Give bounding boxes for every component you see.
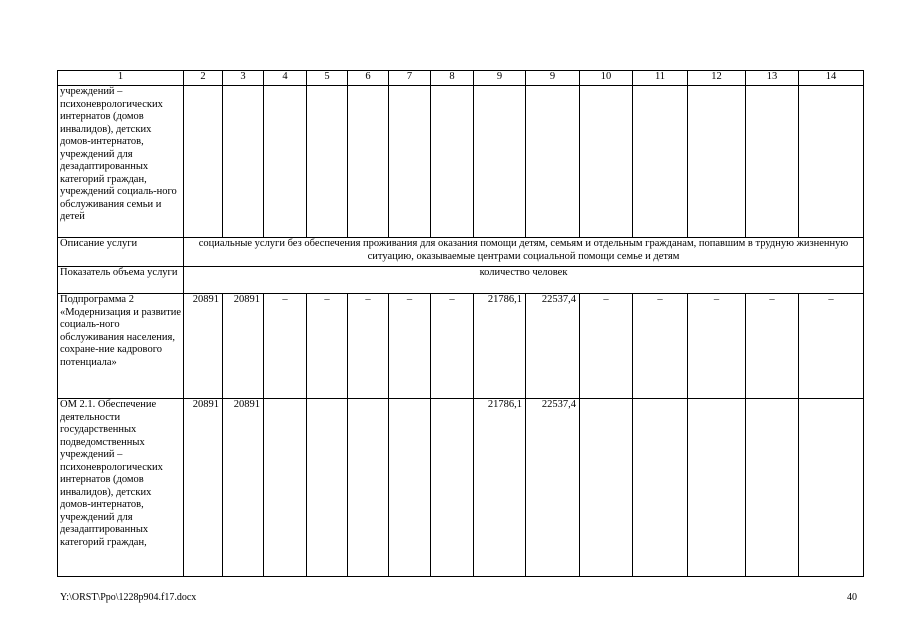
value-cell: – — [688, 294, 746, 399]
header-cell: 4 — [264, 71, 307, 86]
value-cell: – — [799, 294, 864, 399]
value-cell: 20891 — [223, 399, 264, 577]
volume-label: Показатель объема услуги — [58, 267, 184, 294]
page-number: 40 — [847, 592, 857, 603]
value-cell: – — [431, 294, 474, 399]
header-cell: 14 — [799, 71, 864, 86]
table-row — [58, 86, 864, 238]
header-cell: 7 — [389, 71, 431, 86]
header-cell: 9 — [474, 71, 526, 86]
header-row — [58, 71, 864, 86]
header-cell: 13 — [746, 71, 799, 86]
value-cell: 21786,1 — [474, 399, 526, 577]
value-cell: – — [389, 294, 431, 399]
value-cell: – — [746, 294, 799, 399]
header-cell: 8 — [431, 71, 474, 86]
value-cell: 21786,1 — [474, 294, 526, 399]
value-cell: – — [307, 294, 348, 399]
service-label: Описание услуги — [58, 238, 184, 267]
row-name-cell: учреждений – психоневрологических интернатов (домов инвалидов), детских домов-интернатов, учреждений для дезадаптированных категорий граждан, учреждений социаль-ного обслуживания семьи и детей — [58, 86, 184, 238]
header-cell: 1 — [58, 71, 184, 86]
header-cell: 9 — [526, 71, 580, 86]
header-cell: 3 — [223, 71, 264, 86]
service-description: социальные услуги без обеспечения проживания для оказания помощи детям, семьям и отдельным гражданам, попавшим в трудную жизненную ситуацию, оказываемые центрами социальной помощи семье и детям — [184, 238, 864, 267]
header-cell: 6 — [348, 71, 389, 86]
header-cell: 2 — [184, 71, 223, 86]
value-cell: 22537,4 — [526, 399, 580, 577]
value-cell: – — [264, 294, 307, 399]
header-cell: 12 — [688, 71, 746, 86]
value-cell: 20891 — [184, 294, 223, 399]
value-cell: – — [348, 294, 389, 399]
value-cell: 22537,4 — [526, 294, 580, 399]
table-row — [58, 399, 864, 577]
table-row — [58, 267, 864, 294]
header-cell: 10 — [580, 71, 633, 86]
om21-name: ОМ 2.1. Обеспечение деятельности государственных подведомственных учреждений – психоневрологических интернатов (домов инвалидов), детских домов-интернатов, учреждений для дезадаптированных категорий граждан, — [58, 399, 184, 577]
subprogram-name: Подпрограмма 2 «Модернизация и развитие социаль-ного обслуживания населения, сохране-ние кадрового потенциала» — [58, 294, 184, 399]
value-cell: 20891 — [223, 294, 264, 399]
header-cell: 5 — [307, 71, 348, 86]
value-cell: – — [580, 294, 633, 399]
table-row — [58, 294, 864, 399]
header-cell: 11 — [633, 71, 688, 86]
table-row — [58, 238, 864, 267]
volume-description: количество человек — [184, 267, 864, 294]
data-table — [57, 70, 864, 577]
value-cell: 20891 — [184, 399, 223, 577]
value-cell: – — [633, 294, 688, 399]
footer-file-path: Y:\ORST\Ppo\1228p904.f17.docx — [60, 592, 197, 603]
